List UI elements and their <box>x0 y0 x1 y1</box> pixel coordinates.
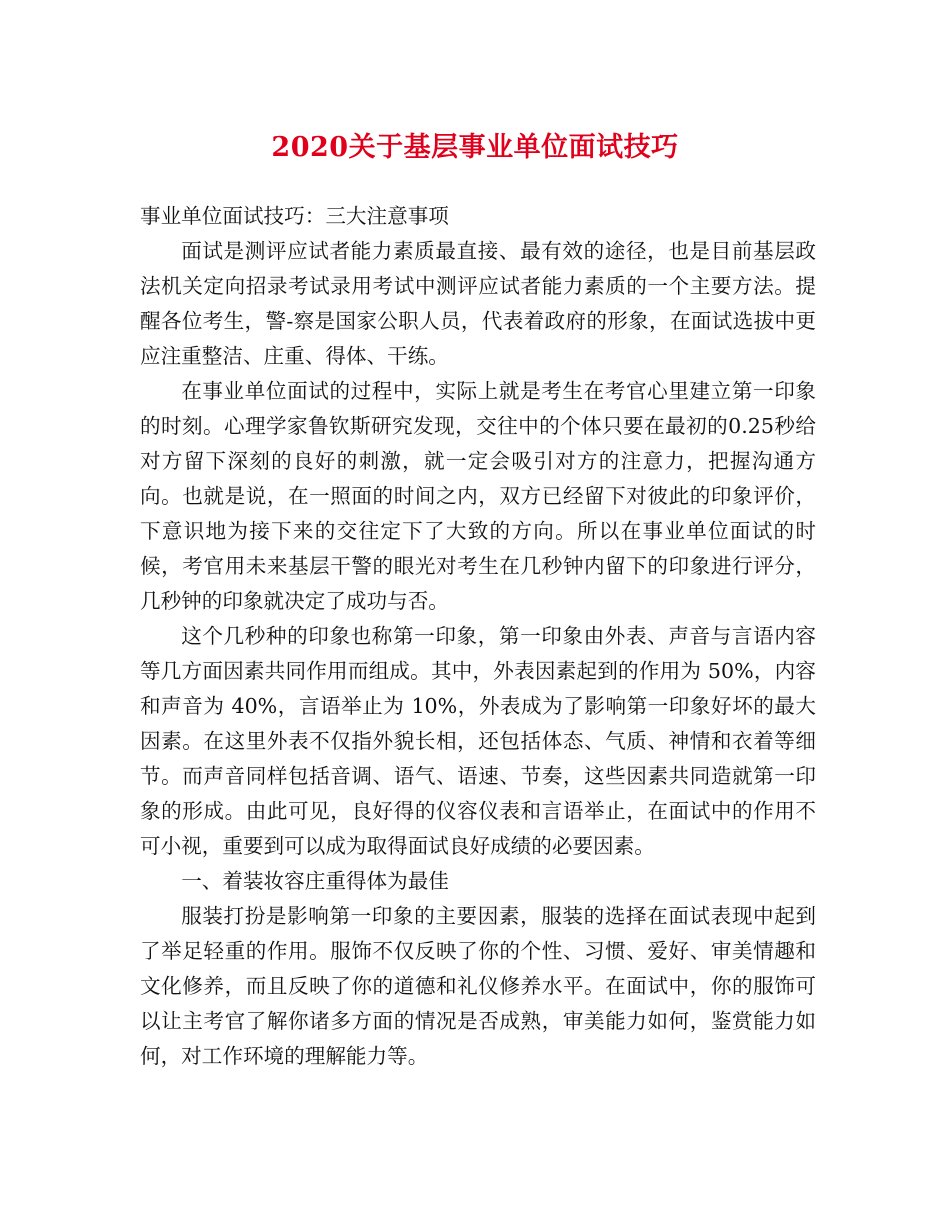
document-body <box>140 199 816 1074</box>
document-title: 2020关于基层事业单位面试技巧 <box>271 132 679 163</box>
paragraph: 在事业单位面试的过程中，实际上就是考生在考官心里建立第一印象的时刻。心理学家鲁钦斯研究发现，交往中的个体只要在最初的0.25秒给对方留下深刻的良好的刺激，就一定会吸引对方的注意力，把握沟通方向。也就是说，在一照面的时间之内，双方已经留下对彼此的印象评价，下意识地为接下来的交往定下了大致的方向。所以在事业单位面试的时候，考官用未来基层干警的眼光对考生在几秒钟内留下的印象进行评分，几秒钟的印象就决定了成功与否。 <box>140 379 816 613</box>
paragraph: 这个几秒种的印象也称第一印象，第一印象由外表、声音与言语内容等几方面因素共同作用而组成。其中，外表因素起到的作用为 50%，内容和声音为 40%，言语举止为 10%，外表成为了影响第一印象好坏的最大因素。在这里外表不仅指外貌长相，还包括体态、气质、神情和衣着等细节。而声音同样包括音调、语气、语速、节奏，这些因素共同造就第一印象的形成。由此可见，良好得的仪容仪表和言语举止，在面试中的作用不可小视，重要到可以成为取得面试良好成绩的必要因素。 <box>140 624 816 858</box>
section-subtitle: 事业单位面试技巧：三大注意事项 <box>140 204 449 228</box>
paragraph: 服装打扮是影响第一印象的主要因素，服装的选择在面试表现中起到了举足轻重的作用。服饰不仅反映了你的个性、习惯、爱好、审美情趣和文化修养，而且反映了你的道德和礼仪修养水平。在面试中，你的服饰可以让主考官了解你诸多方面的情况是否成熟，审美能力如何，鉴赏能力如何，对工作环境的理解能力等。 <box>140 904 816 1068</box>
paragraph: 面试是测评应试者能力素质最直接、最有效的途径，也是目前基层政法机关定向招录考试录用考试中测评应试者能力素质的一个主要方法。提醒各位考生，警-察是国家公职人员，代表着政府的形象，在面试选拔中更应注重整洁、庄重、得体、干练。 <box>140 239 816 368</box>
section-heading: 一、着装妆容庄重得体为最佳 <box>181 869 449 893</box>
